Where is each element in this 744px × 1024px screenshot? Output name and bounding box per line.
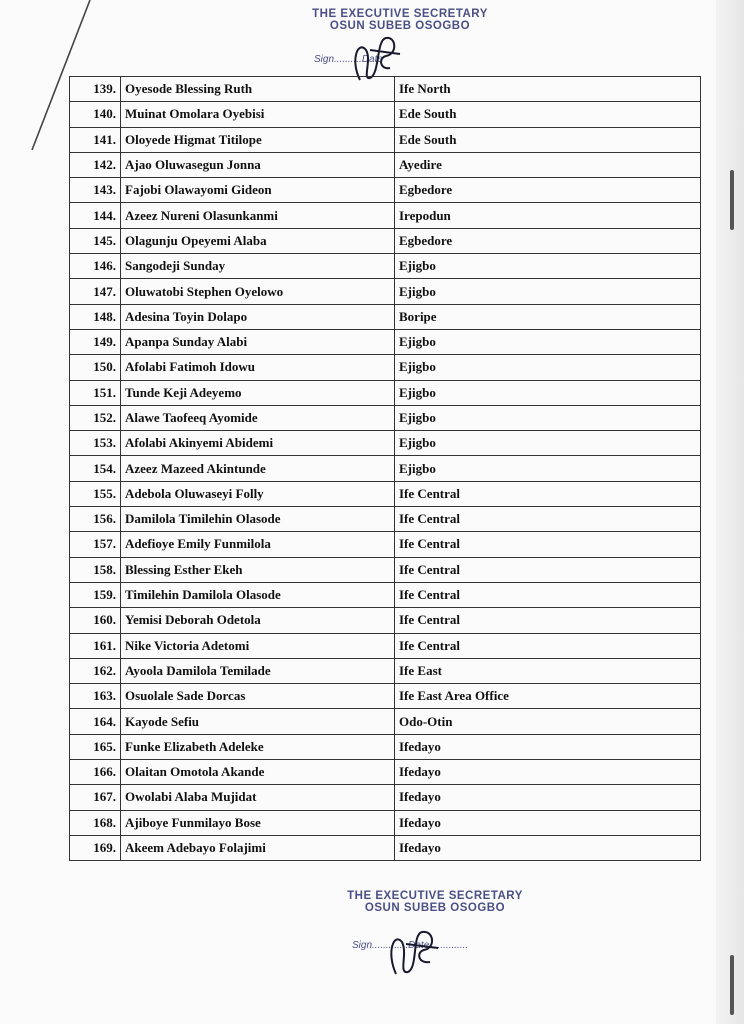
staff-name: Adesina Toyin Dolapo: [121, 304, 395, 329]
table-row: [70, 608, 701, 633]
lga-name: Boripe: [395, 304, 701, 329]
lga-name: Ifedayo: [395, 734, 701, 759]
table-row: [70, 456, 701, 481]
date-label: Date: [361, 54, 383, 65]
table-row: [70, 785, 701, 810]
row-number: 169.: [70, 835, 121, 860]
staff-name: Olaitan Omotola Akande: [121, 760, 395, 785]
row-number: 144.: [70, 203, 121, 228]
lga-name: Ife Central: [395, 532, 701, 557]
row-number: 149.: [70, 329, 121, 354]
staff-name: Apanpa Sunday Alabi: [121, 329, 395, 354]
lga-name: Ede South: [395, 127, 701, 152]
row-number: 150.: [70, 355, 121, 380]
table-row: [70, 203, 701, 228]
stamp-sign-line-bottom: Sign.............Date..............: [352, 940, 469, 951]
table-row: [70, 228, 701, 253]
row-number: 157.: [70, 532, 121, 557]
stamp-subtitle: OSUN SUBEB OSOGBO: [329, 20, 471, 32]
signature-icon-bottom: [378, 922, 448, 982]
table-row: [70, 810, 701, 835]
staff-name: Azeez Mazeed Akintunde: [121, 456, 395, 481]
sign-label-bottom: Sign: [352, 940, 373, 951]
lga-name: Ife Central: [395, 481, 701, 506]
table-row: [70, 380, 701, 405]
lga-name: Ifedayo: [395, 785, 701, 810]
table-row: [70, 77, 701, 102]
row-number: 148.: [70, 304, 121, 329]
staff-name: Muinat Omolara Oyebisi: [121, 102, 395, 127]
row-number: 146.: [70, 254, 121, 279]
lga-name: Ejigbo: [395, 431, 701, 456]
lga-name: Ife North: [395, 77, 701, 102]
row-number: 160.: [70, 608, 121, 633]
table-row: [70, 658, 701, 683]
lga-name: Ifedayo: [395, 760, 701, 785]
lga-name: Ife Central: [395, 582, 701, 607]
staff-name: Tunde Keji Adeyemo: [121, 380, 395, 405]
staff-name: Nike Victoria Adetomi: [121, 633, 395, 658]
staff-name: Damilola Timilehin Olasode: [121, 507, 395, 532]
row-number: 165.: [70, 734, 121, 759]
table-row: [70, 152, 701, 177]
staff-name: Owolabi Alaba Mujidat: [121, 785, 395, 810]
staff-table: [69, 76, 701, 861]
staff-name: Adefioye Emily Funmilola: [121, 532, 395, 557]
row-number: 161.: [70, 633, 121, 658]
staff-name: Blessing Esther Ekeh: [121, 557, 395, 582]
lga-name: Odo-Otin: [395, 709, 701, 734]
row-number: 140.: [70, 102, 121, 127]
lga-name: Ejigbo: [395, 405, 701, 430]
row-number: 163.: [70, 684, 121, 709]
table-row: [70, 254, 701, 279]
staff-name: Yemisi Deborah Odetola: [121, 608, 395, 633]
lga-name: Ejigbo: [395, 456, 701, 481]
table-row: [70, 178, 701, 203]
table-row: [70, 329, 701, 354]
row-number: 154.: [70, 456, 121, 481]
lga-name: Ifedayo: [395, 810, 701, 835]
table-row: [70, 684, 701, 709]
row-number: 162.: [70, 658, 121, 683]
row-number: 159.: [70, 582, 121, 607]
lga-name: Egbedore: [395, 178, 701, 203]
table-row: [70, 431, 701, 456]
table-row: [70, 481, 701, 506]
row-number: 164.: [70, 709, 121, 734]
lga-name: Ife Central: [395, 507, 701, 532]
date-label-bottom: Date: [408, 940, 430, 951]
lga-name: Ede South: [395, 102, 701, 127]
staff-name: Ajao Oluwasegun Jonna: [121, 152, 395, 177]
row-number: 145.: [70, 228, 121, 253]
row-number: 167.: [70, 785, 121, 810]
lga-name: Ifedayo: [395, 835, 701, 860]
table-row: [70, 355, 701, 380]
row-number: 166.: [70, 760, 121, 785]
table-row: [70, 127, 701, 152]
table-row: [70, 734, 701, 759]
scroll-indicator: [730, 170, 734, 230]
lga-name: Ife East Area Office: [395, 684, 701, 709]
table-row: [70, 532, 701, 557]
row-number: 168.: [70, 810, 121, 835]
row-number: 158.: [70, 557, 121, 582]
table-row: [70, 760, 701, 785]
staff-name: Azeez Nureni Olasunkanmi: [121, 203, 395, 228]
lga-name: Ejigbo: [395, 380, 701, 405]
table-row: [70, 709, 701, 734]
lga-name: Irepodun: [395, 203, 701, 228]
staff-name: Timilehin Damilola Olasode: [121, 582, 395, 607]
row-number: 153.: [70, 431, 121, 456]
staff-name: Oluwatobi Stephen Oyelowo: [121, 279, 395, 304]
row-number: 143.: [70, 178, 121, 203]
table-row: [70, 507, 701, 532]
lga-name: Ejigbo: [395, 355, 701, 380]
row-number: 156.: [70, 507, 121, 532]
stamp-title: THE EXECUTIVE SECRETARY: [312, 8, 488, 20]
table-row: [70, 279, 701, 304]
stamp-subtitle-bottom: OSUN SUBEB OSOGBO: [364, 902, 506, 914]
row-number: 142.: [70, 152, 121, 177]
lga-name: Ejigbo: [395, 254, 701, 279]
staff-name: Osuolale Sade Dorcas: [121, 684, 395, 709]
page-edge: [716, 0, 744, 1024]
staff-name: Akeem Adebayo Folajimi: [121, 835, 395, 860]
lga-name: Ife Central: [395, 608, 701, 633]
staff-name: Oyesode Blessing Ruth: [121, 77, 395, 102]
lga-name: Ejigbo: [395, 279, 701, 304]
staff-name: Afolabi Fatimoh Idowu: [121, 355, 395, 380]
row-number: 152.: [70, 405, 121, 430]
table-row: [70, 835, 701, 860]
staff-name: Ayoola Damilola Temilade: [121, 658, 395, 683]
staff-name: Oloyede Higmat Titilope: [121, 127, 395, 152]
staff-name: Olagunju Opeyemi Alaba: [121, 228, 395, 253]
staff-name: Sangodeji Sunday: [121, 254, 395, 279]
scroll-indicator-lower: [730, 955, 734, 1015]
table-row: [70, 304, 701, 329]
table-row: [70, 102, 701, 127]
row-number: 139.: [70, 77, 121, 102]
row-number: 147.: [70, 279, 121, 304]
stamp-sign-line: Sign..........Date: [314, 54, 383, 65]
staff-name: Fajobi Olawayomi Gideon: [121, 178, 395, 203]
row-number: 151.: [70, 380, 121, 405]
table-row: [70, 633, 701, 658]
lga-name: Ife Central: [395, 557, 701, 582]
row-number: 155.: [70, 481, 121, 506]
row-number: 141.: [70, 127, 121, 152]
staff-name: Afolabi Akinyemi Abidemi: [121, 431, 395, 456]
lga-name: Ayedire: [395, 152, 701, 177]
lga-name: Ife East: [395, 658, 701, 683]
staff-name: Alawe Taofeeq Ayomide: [121, 405, 395, 430]
table-row: [70, 557, 701, 582]
lga-name: Egbedore: [395, 228, 701, 253]
lga-name: Ejigbo: [395, 329, 701, 354]
staff-name: Kayode Sefiu: [121, 709, 395, 734]
table-row: [70, 582, 701, 607]
stamp-title-bottom: THE EXECUTIVE SECRETARY: [347, 890, 523, 902]
staff-name: Adebola Oluwaseyi Folly: [121, 481, 395, 506]
sign-label: Sign: [314, 54, 335, 65]
staff-name: Ajiboye Funmilayo Bose: [121, 810, 395, 835]
staff-name: Funke Elizabeth Adeleke: [121, 734, 395, 759]
lga-name: Ife Central: [395, 633, 701, 658]
table-row: [70, 405, 701, 430]
